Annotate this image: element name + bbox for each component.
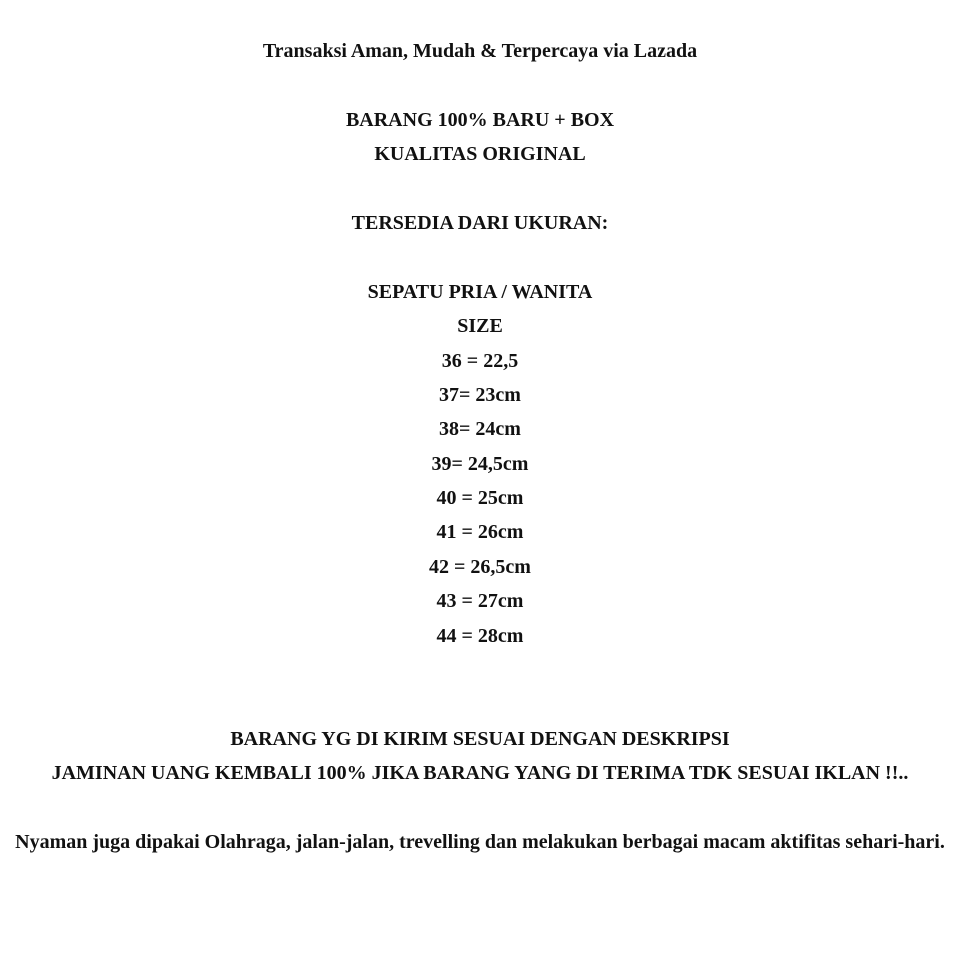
- size-label: SIZE: [457, 315, 503, 338]
- spacer: [0, 791, 960, 825]
- size-row: 39= 24,5cm: [431, 452, 529, 475]
- size-row: 37= 23cm: [439, 383, 521, 406]
- condition-text: BARANG 100% BARU + BOX: [345, 108, 615, 131]
- size-row: 38= 24cm: [439, 418, 521, 441]
- size-row: 40 = 25cm: [436, 487, 524, 510]
- spacer: [0, 68, 960, 102]
- spacer: [0, 240, 960, 274]
- spacer: [0, 653, 960, 722]
- guarantee-line-2: JAMINAN UANG KEMBALI 100% JIKA BARANG YANG DI TERIMA TDK SESUAI IKLAN !!..: [51, 762, 909, 785]
- sizes-category: SEPATU PRIA / WANITA: [367, 280, 593, 303]
- spacer: [0, 172, 960, 206]
- size-row: 43 = 27cm: [436, 590, 524, 613]
- tagline: Transaksi Aman, Mudah & Terpercaya via Lazada: [262, 40, 698, 62]
- sizes-heading: TERSEDIA DARI UKURAN:: [351, 211, 609, 234]
- usage-text: Nyaman juga dipakai Olahraga, jalan-jalan, trevelling dan melakukan berbagai macam aktifitas sehari-hari.: [15, 831, 945, 854]
- quality-text: KUALITAS ORIGINAL: [374, 143, 586, 166]
- guarantee-line-1: BARANG YG DI KIRIM SESUAI DENGAN DESKRIPSI: [230, 727, 730, 750]
- size-list: [0, 344, 960, 654]
- size-row: 42 = 26,5cm: [429, 555, 531, 578]
- size-row: 41 = 26cm: [436, 521, 524, 544]
- size-row: 36 = 22,5: [441, 349, 519, 372]
- size-row: 44 = 28cm: [436, 624, 524, 647]
